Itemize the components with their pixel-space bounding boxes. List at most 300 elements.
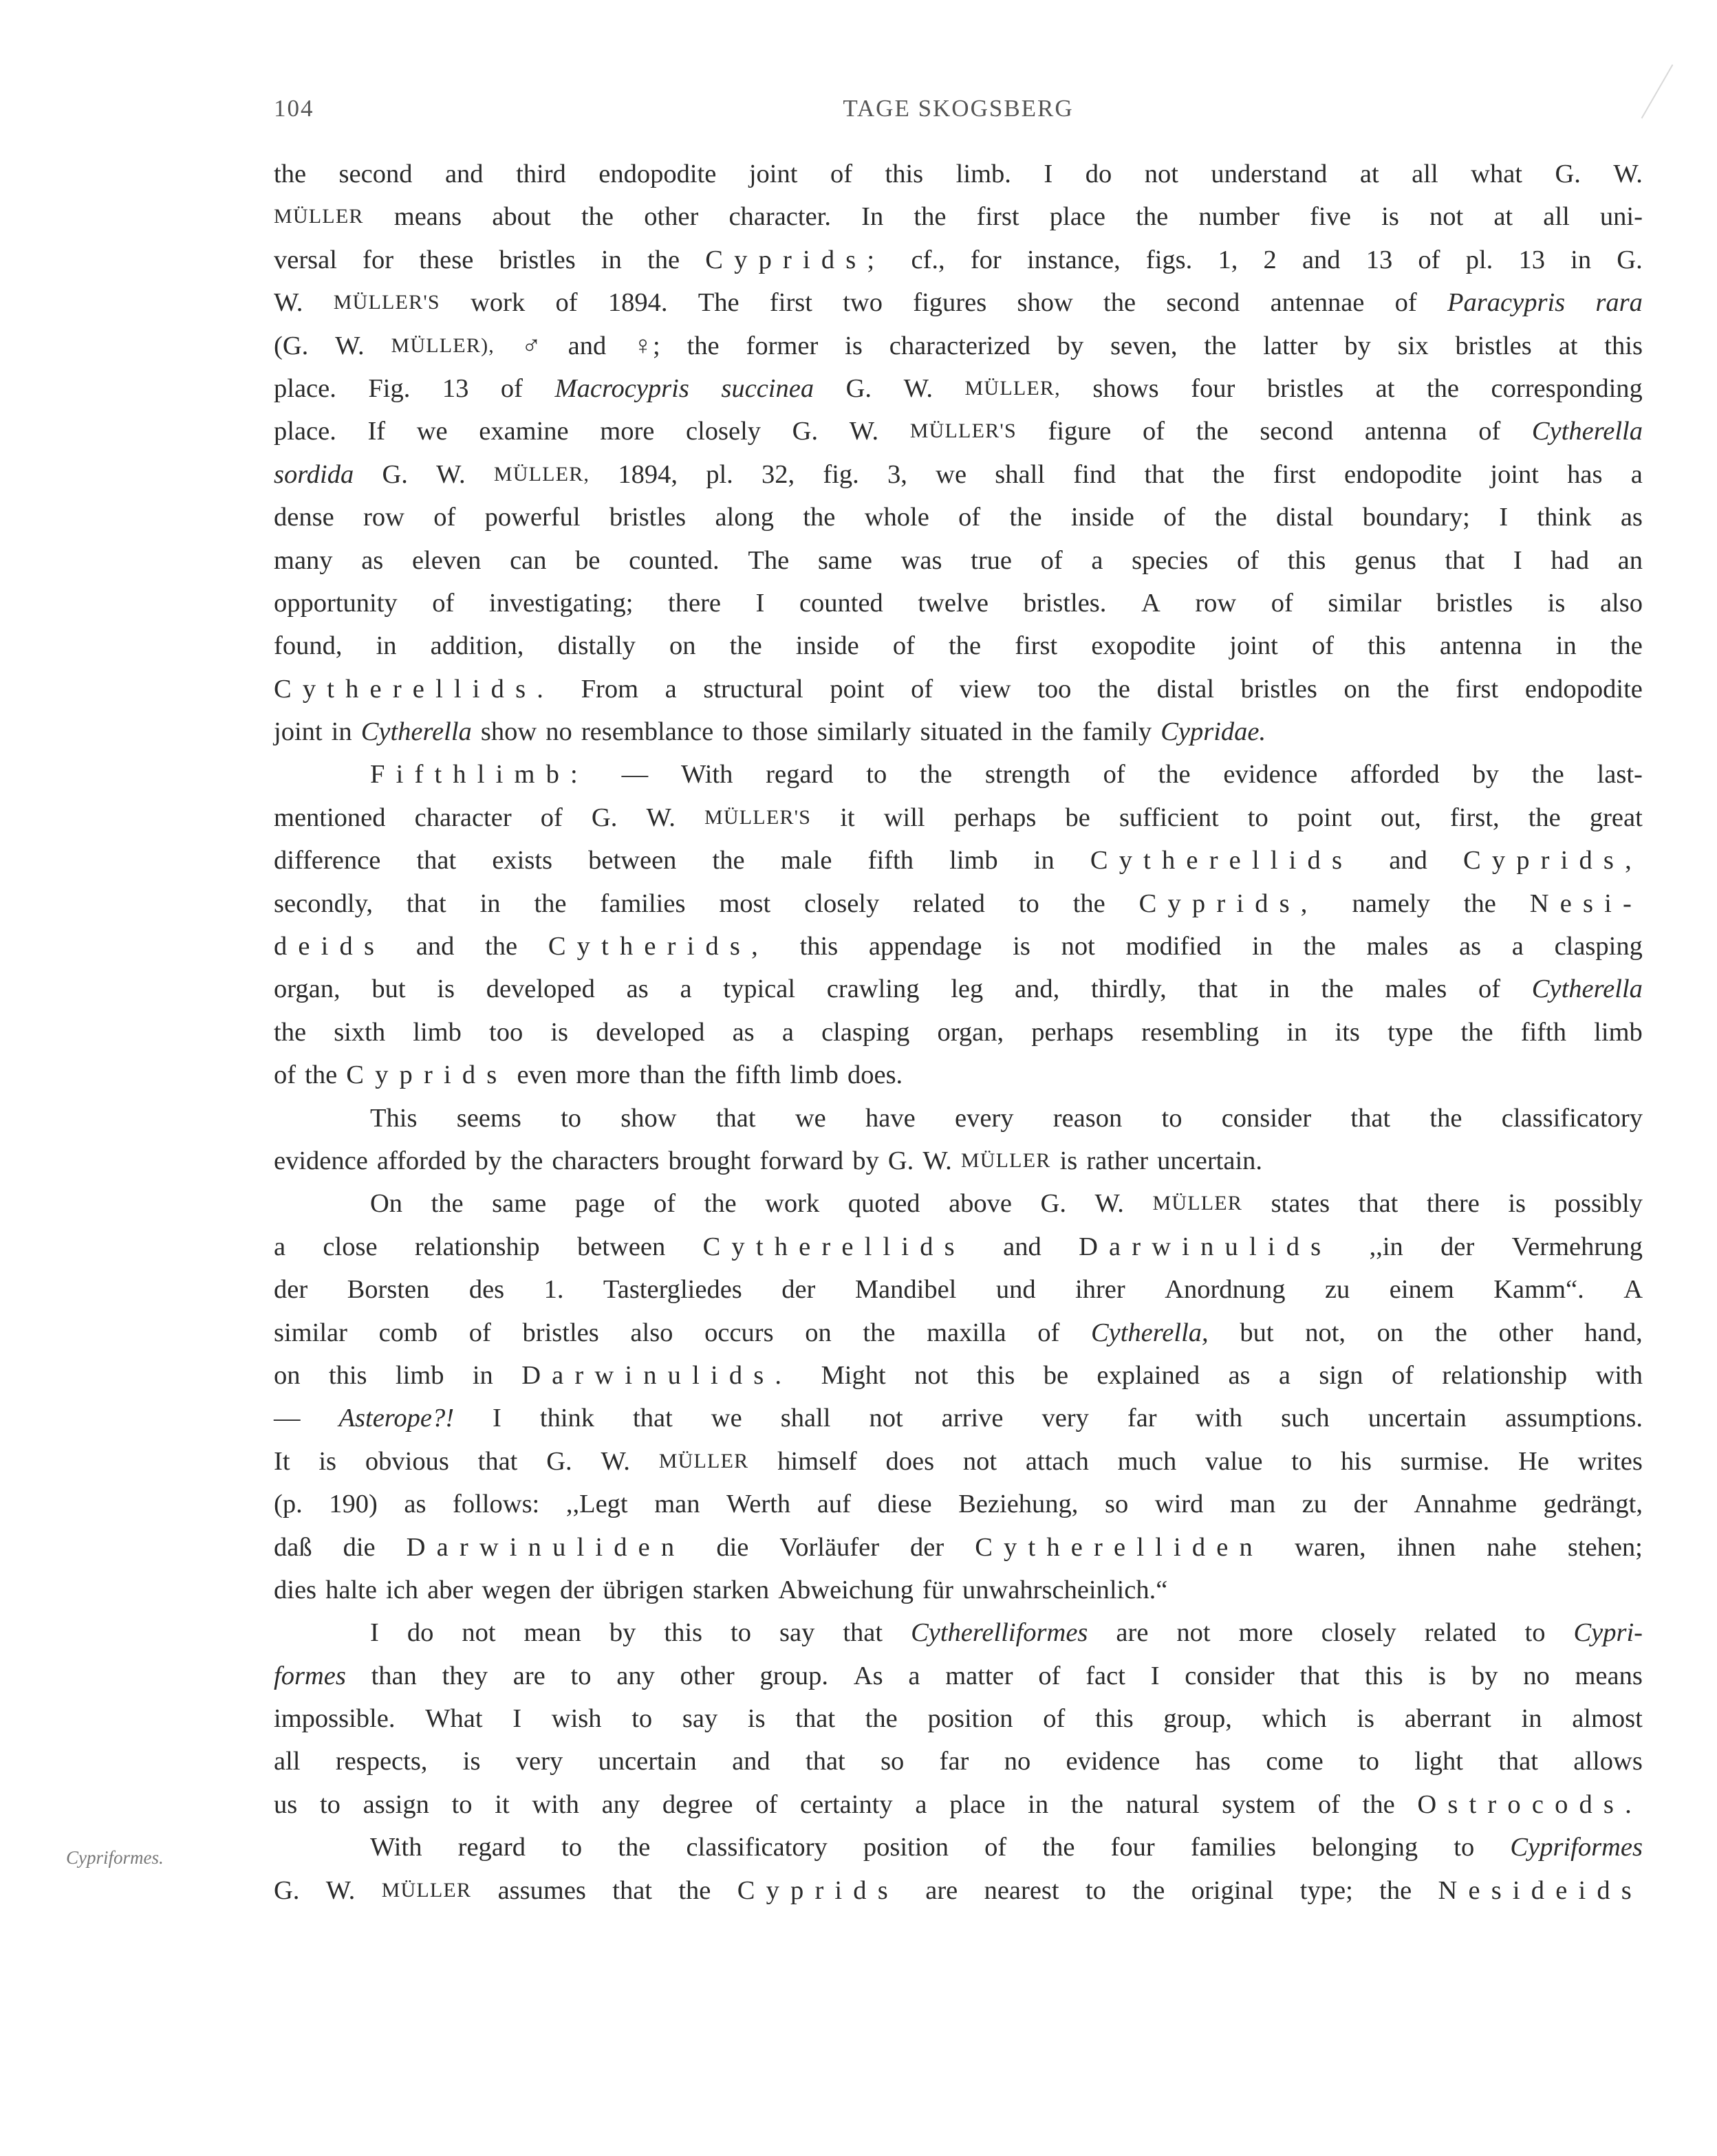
word: many xyxy=(274,545,333,575)
word: the xyxy=(274,160,307,188)
word: of xyxy=(911,674,933,704)
word: endopodite xyxy=(598,160,717,188)
word: Beziehung, xyxy=(958,1490,1079,1519)
word: that xyxy=(1350,1103,1391,1133)
text-line xyxy=(274,1226,1643,1268)
word: above xyxy=(949,1189,1013,1219)
word: these xyxy=(419,245,474,274)
word: character. xyxy=(728,202,831,232)
word: this xyxy=(328,1360,367,1390)
word: find xyxy=(1073,459,1116,489)
word: A xyxy=(1141,588,1160,618)
word: work xyxy=(471,288,526,318)
word: I xyxy=(512,1704,522,1734)
word: thirdly, xyxy=(1090,974,1167,1004)
word: show xyxy=(1017,288,1073,318)
word: first xyxy=(976,202,1019,232)
word: five xyxy=(1310,202,1351,232)
word: same xyxy=(492,1189,547,1219)
word: as xyxy=(626,974,649,1004)
word: not, xyxy=(1305,1318,1346,1347)
word: do xyxy=(1085,160,1112,188)
word: the xyxy=(1528,803,1561,832)
word: the xyxy=(1042,1833,1075,1862)
word: antennae xyxy=(1270,288,1365,318)
word: at xyxy=(1493,202,1513,232)
word: first xyxy=(769,288,812,318)
word: the xyxy=(1072,889,1105,918)
word: the xyxy=(1303,932,1336,961)
word: the xyxy=(305,1060,338,1090)
word: wird xyxy=(1154,1490,1204,1519)
word: allows xyxy=(1573,1747,1643,1776)
text-line xyxy=(274,796,1643,839)
word: more xyxy=(576,1060,631,1090)
word: der xyxy=(781,1275,816,1305)
word: Cypri- xyxy=(1573,1618,1643,1648)
word: 13 xyxy=(1365,245,1393,274)
word: developed xyxy=(486,974,595,1004)
word: in xyxy=(601,245,622,274)
word: strength xyxy=(984,760,1070,790)
word: the xyxy=(534,889,567,918)
text-line xyxy=(274,1182,1643,1225)
word: structural xyxy=(703,674,803,704)
word: with xyxy=(532,1789,579,1819)
word: W. xyxy=(903,373,933,403)
word: in xyxy=(472,1360,493,1390)
word: of xyxy=(432,588,455,618)
word: of xyxy=(1311,631,1335,661)
word: degree xyxy=(662,1789,733,1819)
word: Cytherellids xyxy=(1090,846,1354,875)
word: relationship xyxy=(1442,1360,1568,1390)
word: males xyxy=(1366,932,1429,961)
word: the xyxy=(431,1189,464,1219)
word: obvious xyxy=(365,1446,449,1476)
word: übrigen xyxy=(603,1575,684,1604)
word: second xyxy=(1260,417,1334,446)
word: Paracypris xyxy=(1447,288,1566,318)
word: the xyxy=(618,1833,651,1862)
word: that xyxy=(612,1875,652,1905)
word: exopodite xyxy=(1091,631,1196,661)
text-line xyxy=(274,1483,1643,1525)
word: the xyxy=(1070,1789,1103,1819)
word: much xyxy=(1117,1446,1177,1476)
word: by xyxy=(1344,331,1371,360)
word: Asterope?! xyxy=(338,1404,455,1433)
word: and xyxy=(568,331,607,360)
word: maxilla xyxy=(927,1318,1006,1347)
word: Fifthlimb: xyxy=(370,760,589,790)
text-line xyxy=(274,539,1643,582)
word: — xyxy=(274,1404,301,1433)
word: that xyxy=(843,1618,883,1648)
word: the xyxy=(485,932,518,961)
word: understand xyxy=(1211,160,1328,188)
word: of xyxy=(1391,1360,1414,1390)
word: appendage xyxy=(868,932,982,961)
word: say xyxy=(779,1618,815,1648)
word: closely xyxy=(1321,1618,1396,1648)
word: can xyxy=(510,545,547,575)
word: we xyxy=(711,1404,742,1433)
word: unwahrscheinlich.“ xyxy=(962,1575,1168,1604)
word: a xyxy=(274,1232,286,1261)
word: four xyxy=(1110,1833,1155,1862)
word: rara xyxy=(1595,288,1643,318)
word: limb xyxy=(1594,1017,1643,1047)
word: MÜLLER'S xyxy=(909,420,1017,443)
word: the xyxy=(1041,717,1074,747)
word: comb xyxy=(378,1318,438,1347)
word: an xyxy=(1617,545,1643,575)
word: On xyxy=(370,1189,403,1219)
word: not xyxy=(962,1446,997,1476)
word: clasping xyxy=(821,1017,910,1047)
word: der xyxy=(1440,1232,1475,1261)
word: formes xyxy=(274,1661,346,1690)
word: that xyxy=(1358,1189,1399,1219)
word: G. xyxy=(1617,245,1643,274)
word: W. xyxy=(325,1875,356,1905)
word: number xyxy=(1198,202,1279,232)
word: dies xyxy=(274,1575,317,1604)
text-line xyxy=(274,839,1643,882)
word: and xyxy=(1302,245,1341,274)
word: almost xyxy=(1572,1704,1643,1734)
word: and xyxy=(732,1747,770,1776)
word: a xyxy=(781,1017,794,1047)
word: as xyxy=(361,545,384,575)
word: fact xyxy=(1086,1661,1125,1690)
word: die xyxy=(716,1532,749,1562)
word: all xyxy=(1543,202,1570,232)
word: MÜLLER'S xyxy=(704,805,812,829)
word: the xyxy=(1009,503,1042,532)
word: I xyxy=(1150,1661,1160,1690)
word: figure xyxy=(1048,417,1112,446)
word: as xyxy=(732,1017,755,1047)
text-line xyxy=(274,453,1643,496)
word: wegen xyxy=(482,1575,551,1604)
word: the xyxy=(1531,760,1564,790)
word: Nesideids xyxy=(1438,1875,1643,1905)
word: not xyxy=(1144,160,1178,188)
word: along xyxy=(715,503,775,532)
word: of xyxy=(1163,503,1186,532)
word: the xyxy=(863,1318,896,1347)
word: nahe xyxy=(1487,1532,1537,1562)
word: the xyxy=(1434,1318,1467,1347)
word: third xyxy=(516,160,566,188)
word: to xyxy=(319,1789,341,1819)
word: to xyxy=(561,1833,583,1862)
word: than xyxy=(371,1661,417,1690)
word: the xyxy=(1610,631,1643,661)
word: the xyxy=(1362,1789,1395,1819)
word: characters xyxy=(552,1146,660,1175)
word: type; xyxy=(1299,1875,1353,1905)
word: a xyxy=(680,974,692,1004)
word: Fig. xyxy=(368,373,411,403)
word: figures xyxy=(913,288,987,318)
page-number: 104 xyxy=(274,95,314,122)
word: brought xyxy=(668,1146,751,1175)
word: that xyxy=(1299,1661,1340,1690)
text-line xyxy=(274,1097,1643,1140)
word: of xyxy=(274,1060,296,1090)
word: page xyxy=(574,1189,625,1219)
word: If xyxy=(367,417,386,446)
word: not xyxy=(1061,932,1095,961)
word: so xyxy=(1104,1490,1129,1519)
text-line xyxy=(274,1697,1643,1740)
word: regard xyxy=(457,1833,526,1862)
word: to xyxy=(1454,1833,1475,1862)
word: out, xyxy=(1381,803,1421,832)
word: great xyxy=(1589,803,1643,832)
word: too xyxy=(1037,674,1072,704)
word: Kamm“. xyxy=(1493,1275,1584,1305)
text-line xyxy=(274,195,1643,238)
word: not xyxy=(1429,202,1464,232)
word: that xyxy=(1445,545,1485,575)
word: first xyxy=(1015,631,1058,661)
word: With xyxy=(680,760,733,790)
word: to xyxy=(1247,803,1268,832)
word: addition, xyxy=(430,631,524,661)
word: position xyxy=(927,1704,1013,1734)
word: point xyxy=(1297,803,1352,832)
word: distal xyxy=(1276,503,1334,532)
word: It xyxy=(274,1446,290,1476)
word: bristles. xyxy=(1023,588,1107,618)
word: at xyxy=(1359,160,1379,188)
word: limb xyxy=(949,846,998,875)
word: Cytherids, xyxy=(548,932,769,961)
word: will xyxy=(883,803,925,832)
word: every xyxy=(954,1103,1014,1133)
word: think xyxy=(539,1404,595,1433)
word: MÜLLER xyxy=(274,205,364,228)
word: afforded xyxy=(1350,760,1440,790)
text-line xyxy=(274,1740,1643,1783)
word: cf., xyxy=(911,245,945,274)
word: in xyxy=(1252,932,1273,961)
word: für xyxy=(922,1575,953,1604)
word: sixth xyxy=(334,1017,386,1047)
word: view xyxy=(959,674,1011,704)
word: means xyxy=(1575,1661,1643,1690)
word: of xyxy=(1478,417,1501,446)
word: of xyxy=(958,503,981,532)
word: uncertain xyxy=(1368,1404,1467,1433)
word: are xyxy=(925,1875,958,1905)
word: that xyxy=(715,1103,756,1133)
word: shall xyxy=(780,1404,831,1433)
word: occurs xyxy=(704,1318,774,1347)
word: Cytherellids. xyxy=(274,674,555,704)
word: other xyxy=(680,1661,735,1690)
word: is xyxy=(747,1704,766,1734)
word: MÜLLER xyxy=(381,1878,472,1902)
word: man xyxy=(654,1490,700,1519)
word: means xyxy=(393,202,462,232)
word: relationship xyxy=(414,1232,540,1261)
text-line xyxy=(274,325,1643,367)
word: modified xyxy=(1125,932,1222,961)
word: place. xyxy=(274,417,336,446)
word: the xyxy=(1196,417,1229,446)
word: crawling xyxy=(826,974,920,1004)
word: the xyxy=(1426,373,1460,403)
text-line xyxy=(274,1354,1643,1397)
word: matter xyxy=(945,1661,1013,1690)
word: is xyxy=(1547,588,1566,618)
word: be xyxy=(1065,803,1090,832)
word: inside xyxy=(795,631,859,661)
word: sign xyxy=(1319,1360,1363,1390)
word: and xyxy=(1003,1232,1041,1261)
word: joint xyxy=(1229,631,1278,661)
word: males xyxy=(1385,974,1447,1004)
word: endopodite xyxy=(1524,674,1643,704)
word: are xyxy=(1116,1618,1149,1648)
word: bristles xyxy=(1436,588,1513,618)
word: that xyxy=(477,1446,518,1476)
word: Cyprids, xyxy=(1462,846,1643,875)
word: developed xyxy=(596,1017,705,1047)
word: G. xyxy=(887,1146,914,1175)
word: corresponding xyxy=(1491,373,1643,403)
word: most xyxy=(719,889,771,918)
word: The xyxy=(698,288,739,318)
word: bristles xyxy=(522,1318,599,1347)
word: at xyxy=(1375,373,1395,403)
word: mentioned xyxy=(274,803,386,832)
word: counted. xyxy=(629,545,720,575)
word: zu xyxy=(1302,1490,1328,1519)
word: than xyxy=(639,1060,685,1090)
word: found, xyxy=(274,631,343,661)
word: first xyxy=(1273,459,1316,489)
text-line xyxy=(274,1054,1643,1096)
word: (p. xyxy=(274,1490,303,1519)
word: this xyxy=(1095,1704,1134,1734)
word: in xyxy=(1286,1017,1308,1047)
word: to xyxy=(1291,1446,1313,1476)
word: families xyxy=(1190,1833,1276,1862)
word: a xyxy=(1511,932,1524,961)
word: first, xyxy=(1449,803,1500,832)
word: respects, xyxy=(335,1747,428,1776)
word: has xyxy=(1195,1747,1231,1776)
word: in xyxy=(1555,631,1577,661)
word: typical xyxy=(723,974,796,1004)
word: is xyxy=(1381,202,1399,232)
word: bristles xyxy=(499,245,576,274)
word: is xyxy=(318,1446,337,1476)
word: figs. xyxy=(1145,245,1193,274)
word: quoted xyxy=(847,1189,920,1219)
word: the xyxy=(949,631,982,661)
word: this xyxy=(1604,331,1643,360)
word: the xyxy=(712,846,745,875)
word: is xyxy=(437,974,455,1004)
word: waren, xyxy=(1294,1532,1366,1562)
word: 13 xyxy=(442,373,469,403)
word: is xyxy=(1508,1189,1526,1219)
word: us xyxy=(274,1789,298,1819)
word: einem xyxy=(1389,1275,1454,1305)
word: auf xyxy=(817,1490,851,1519)
word: certainty xyxy=(799,1789,893,1819)
word: From xyxy=(581,674,639,704)
word: that xyxy=(416,846,457,875)
word: joint xyxy=(1490,459,1539,489)
word: this xyxy=(664,1618,703,1648)
word: Werth xyxy=(726,1490,791,1519)
word: mean xyxy=(523,1618,581,1648)
word: type xyxy=(1387,1017,1434,1047)
word: which xyxy=(1262,1704,1327,1734)
word: to xyxy=(631,1704,653,1734)
word: on xyxy=(274,1360,301,1390)
word: by xyxy=(1057,331,1084,360)
word: families xyxy=(600,889,686,918)
word: in xyxy=(1011,717,1033,747)
word: Cytherella xyxy=(1531,417,1643,446)
word: G. xyxy=(546,1446,572,1476)
word: the xyxy=(865,1704,898,1734)
word: last- xyxy=(1597,760,1643,790)
word: bristles xyxy=(1455,331,1532,360)
word: 1. xyxy=(543,1275,564,1305)
word: similar xyxy=(1328,588,1402,618)
word: also xyxy=(630,1318,673,1347)
word: investigating; xyxy=(488,588,634,618)
word: Cytherella, xyxy=(1090,1318,1209,1347)
word: impossible. xyxy=(274,1704,396,1734)
word: sordida xyxy=(274,459,354,489)
word: the xyxy=(1097,674,1131,704)
word: surmise. xyxy=(1400,1446,1490,1476)
word: the xyxy=(647,245,680,274)
word: evidence xyxy=(1223,760,1318,790)
word: not xyxy=(462,1618,496,1648)
word: shall xyxy=(995,459,1045,489)
word: second xyxy=(338,160,413,188)
word: show xyxy=(480,717,537,747)
word: Cyprids; xyxy=(705,245,886,274)
text-line xyxy=(274,410,1643,453)
text-line xyxy=(274,1526,1643,1569)
word: of xyxy=(555,288,578,318)
text-line xyxy=(274,1569,1643,1611)
word: system xyxy=(1222,1789,1296,1819)
word: With xyxy=(370,1833,422,1862)
word: is xyxy=(462,1747,481,1776)
word: of xyxy=(1236,545,1260,575)
word: six xyxy=(1397,331,1429,360)
word: I xyxy=(1499,503,1509,532)
word: any xyxy=(601,1789,640,1819)
word: the xyxy=(1214,503,1247,532)
word: counted xyxy=(799,588,883,618)
word: Cypridae. xyxy=(1160,717,1266,747)
